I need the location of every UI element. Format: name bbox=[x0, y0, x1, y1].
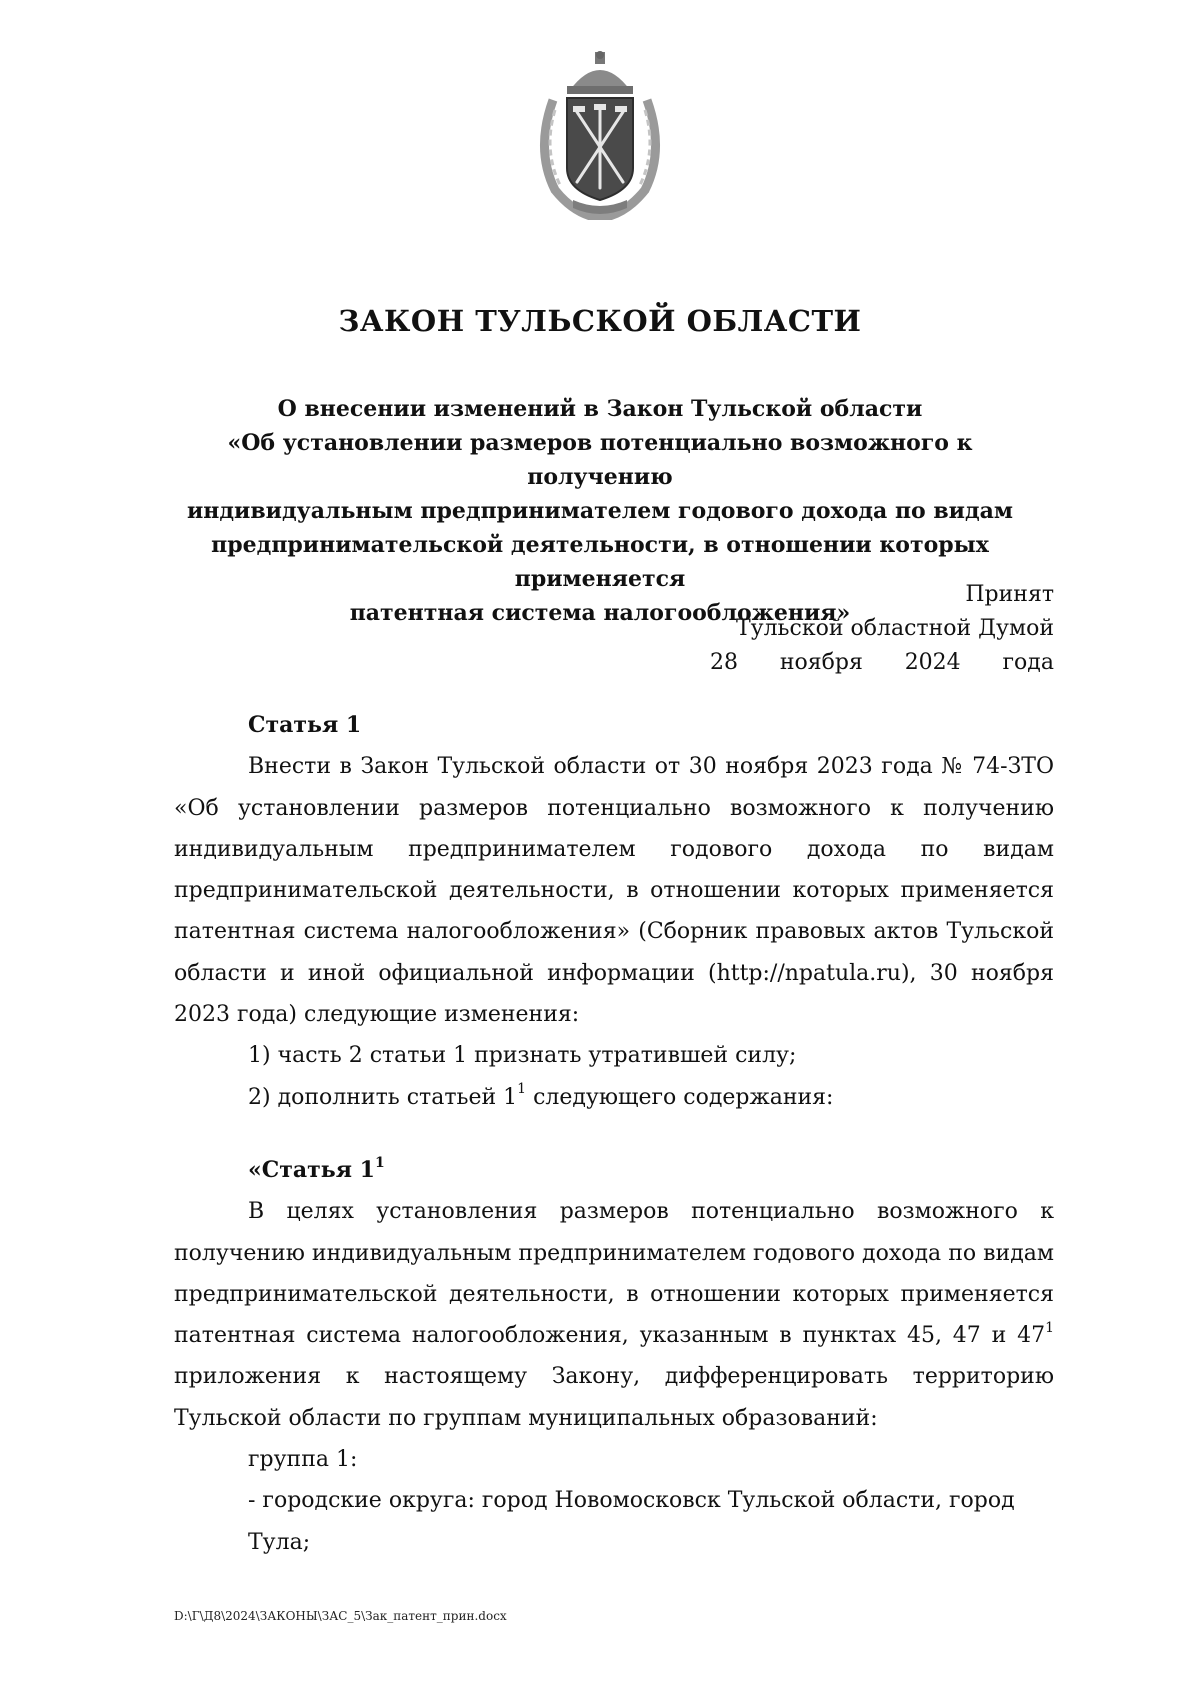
item-2-text-end: следующего содержания: bbox=[526, 1084, 834, 1110]
article-1-item-1: 1) часть 2 статьи 1 признать утратившей силу; bbox=[248, 1043, 797, 1069]
adoption-block bbox=[694, 578, 1054, 680]
paragraph-text-end: приложения к настоящему Закону, дифференцировать территорию Тульской области по группам муниципальных образований: bbox=[174, 1364, 1054, 1431]
group-item: - городские округа: город Новомосковск Тульской области, город Тула; bbox=[248, 1488, 1015, 1555]
article-1-1-text bbox=[174, 1191, 1054, 1439]
law-title: ЗАКОН ТУЛЬСКОЙ ОБЛАСТИ bbox=[338, 304, 862, 338]
law-body bbox=[174, 705, 1054, 1563]
paragraph-text: В целях установления размеров потенциально возможного к получению индивидуальным предпринимателем годового дохода по видам предпринимательской деятельности, в отношении которых применяется патентная система налогообложения, указанным в пунктах 45, 47 и 47 bbox=[174, 1199, 1054, 1349]
subtitle-line: «Об установлении размеров потенциально возможного к получению bbox=[227, 430, 973, 490]
subtitle-line: патентная система налогообложения» bbox=[349, 600, 851, 626]
superscript: 1 bbox=[374, 1154, 385, 1171]
subtitle-line: предпринимательской деятельности, в отношении которых применяется bbox=[211, 532, 989, 592]
article-1-1-heading bbox=[174, 1150, 1054, 1191]
adopted-month: ноября bbox=[779, 650, 863, 675]
superscript: 1 bbox=[517, 1081, 527, 1098]
adopted-year-word: года bbox=[1002, 650, 1054, 675]
article-1-item-2 bbox=[174, 1077, 1054, 1118]
group-label: группа 1: bbox=[248, 1447, 358, 1473]
adopted-label: Принят bbox=[965, 582, 1054, 607]
item-2-text: 2) дополнить статьей 1 bbox=[248, 1084, 518, 1110]
adopted-date bbox=[694, 646, 1054, 680]
tula-coat-of-arms-icon bbox=[525, 50, 675, 220]
subtitle-line: индивидуальным предпринимателем годового дохода по видам bbox=[186, 498, 1014, 524]
adopted-year: 2024 bbox=[904, 650, 961, 675]
adopted-day: 28 bbox=[710, 650, 738, 675]
heading-text: «Статья 1 bbox=[248, 1156, 375, 1183]
adopted-by: Тульской областной Думой bbox=[735, 616, 1054, 641]
article-1-heading: Статья 1 bbox=[248, 712, 362, 738]
subtitle-line: О внесении изменений в Закон Тульской области bbox=[277, 396, 923, 422]
article-1-text: Внести в Закон Тульской области от 30 ноября 2023 года № 74-ЗТО «Об установлении размеров потенциально возможного к получению индивидуальным предпринимателем годового дохода по видам предпринимательской деятельности, в отношении которых применяется патентная система налогообложения» (Сборник правовых актов Тульской области и иной официальной информации (http://npatula.ru), 30 ноября 2023 года) следующие изменения: bbox=[174, 754, 1054, 1028]
file-path-footer: D:\Г\Д8\2024\ЗАКОНЫ\ЗАС_5\Зак_патент_прин.docx bbox=[174, 1609, 507, 1623]
superscript: 1 bbox=[1045, 1319, 1054, 1336]
